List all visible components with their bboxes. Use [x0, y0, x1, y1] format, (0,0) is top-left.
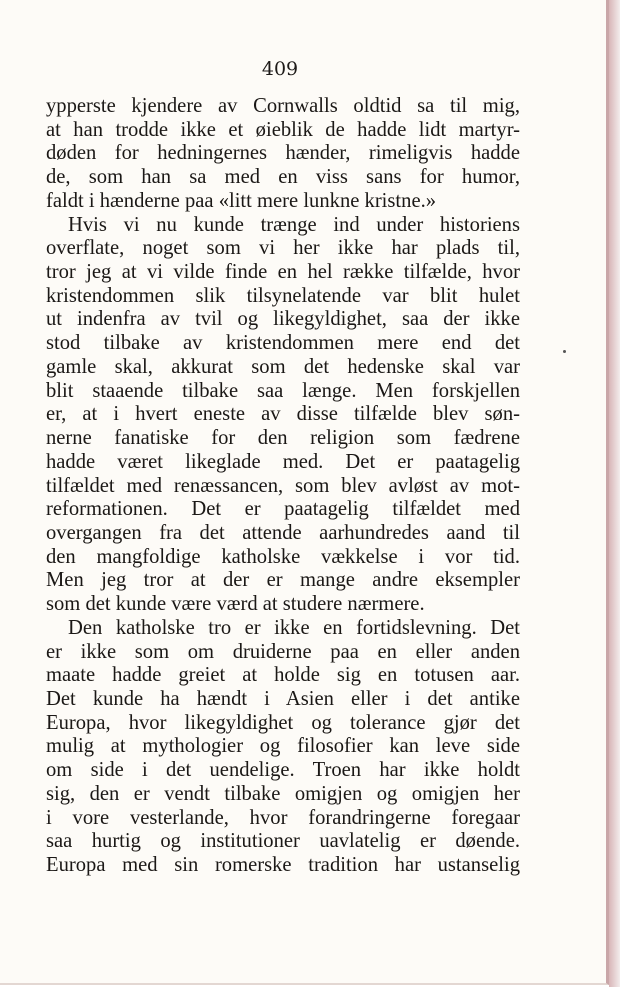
text-line: som det kunde være værd at studere nærmere. [46, 593, 425, 616]
text-line: er ikke som om druiderne paa en eller anden [46, 640, 520, 663]
text-line: den mangfoldige katholske vækkelse i vor tid. [46, 545, 520, 568]
body-text [46, 95, 520, 878]
ink-speck [563, 350, 566, 353]
text-line: saa hurtig og institutioner uavlatelig er døende. [46, 830, 520, 853]
text-line: faldt i hænderne paa «litt mere lunkne kristne.» [46, 189, 437, 212]
text-line: stod tilbake av kristendommen mere end det [46, 332, 520, 355]
text-line: Det kunde ha hændt i Asien eller i det antike [46, 687, 520, 710]
text-line: tror jeg at vi vilde finde en hel række tilfælde, hvor [46, 261, 520, 284]
text-line: mulig at mythologier og filosofier kan leve side [46, 735, 520, 758]
text-line: kristendommen slik tilsynelatende var blit hulet [46, 284, 520, 307]
text-line: overgangen fra det attende aarhundredes aand til [46, 521, 520, 544]
text-line: Europa med sin romerske tradition har ustanselig [46, 854, 520, 876]
text-line: hadde været likeglade med. Det er paatagelig [46, 450, 520, 473]
text-line: maate hadde greiet at holde sig en totusen aar. [46, 664, 520, 687]
text-line: ypperste kjendere av Cornwalls oldtid sa til mig, [46, 95, 520, 117]
text-line: nerne fanatiske for den religion som fædrene [46, 427, 520, 450]
text-line: ut indenfra av tvil og likegyldighet, saa der ikke [46, 308, 520, 331]
text-line: blit staaende tilbake saa længe. Men forskjellen [46, 379, 520, 402]
text-line: de, som han sa med en viss sans for humor, [46, 166, 520, 189]
text-line: overflate, noget som vi her ikke har plads til, [46, 237, 520, 260]
text-line: døden for hedningernes hænder, rimeligvis hadde [46, 142, 520, 165]
text-line: tilfældet med renæssancen, som blev avløst av mot- [46, 474, 520, 497]
text-line: gamle skal, akkurat som det hedenske skal var [46, 355, 520, 378]
text-line: Hvis vi nu kunde trænge ind under historiens [68, 213, 520, 236]
text-line: er, at i hvert eneste av disse tilfælde blev søn- [46, 403, 520, 426]
text-line: Europa, hvor likegyldighet og tolerance gjør det [46, 711, 520, 734]
page-edge [609, 0, 620, 987]
text-line: Men jeg tror at der er mange andre eksempler [46, 569, 520, 592]
text-line: i vore vesterlande, hvor forandringerne foregaar [46, 806, 520, 829]
text-line: Den katholske tro er ikke en fortidslevning. Det [68, 616, 520, 639]
text-line: reformationen. Det er paatagelig tilfældet med [46, 498, 520, 521]
text-line: om side i det uendelige. Troen har ikke holdt [46, 759, 520, 782]
text-line: sig, den er vendt tilbake omigjen og omigjen her [46, 782, 520, 805]
page-number: 409 [261, 58, 299, 80]
text-line: at han trodde ikke et øieblik de hadde lidt martyr- [46, 118, 520, 141]
